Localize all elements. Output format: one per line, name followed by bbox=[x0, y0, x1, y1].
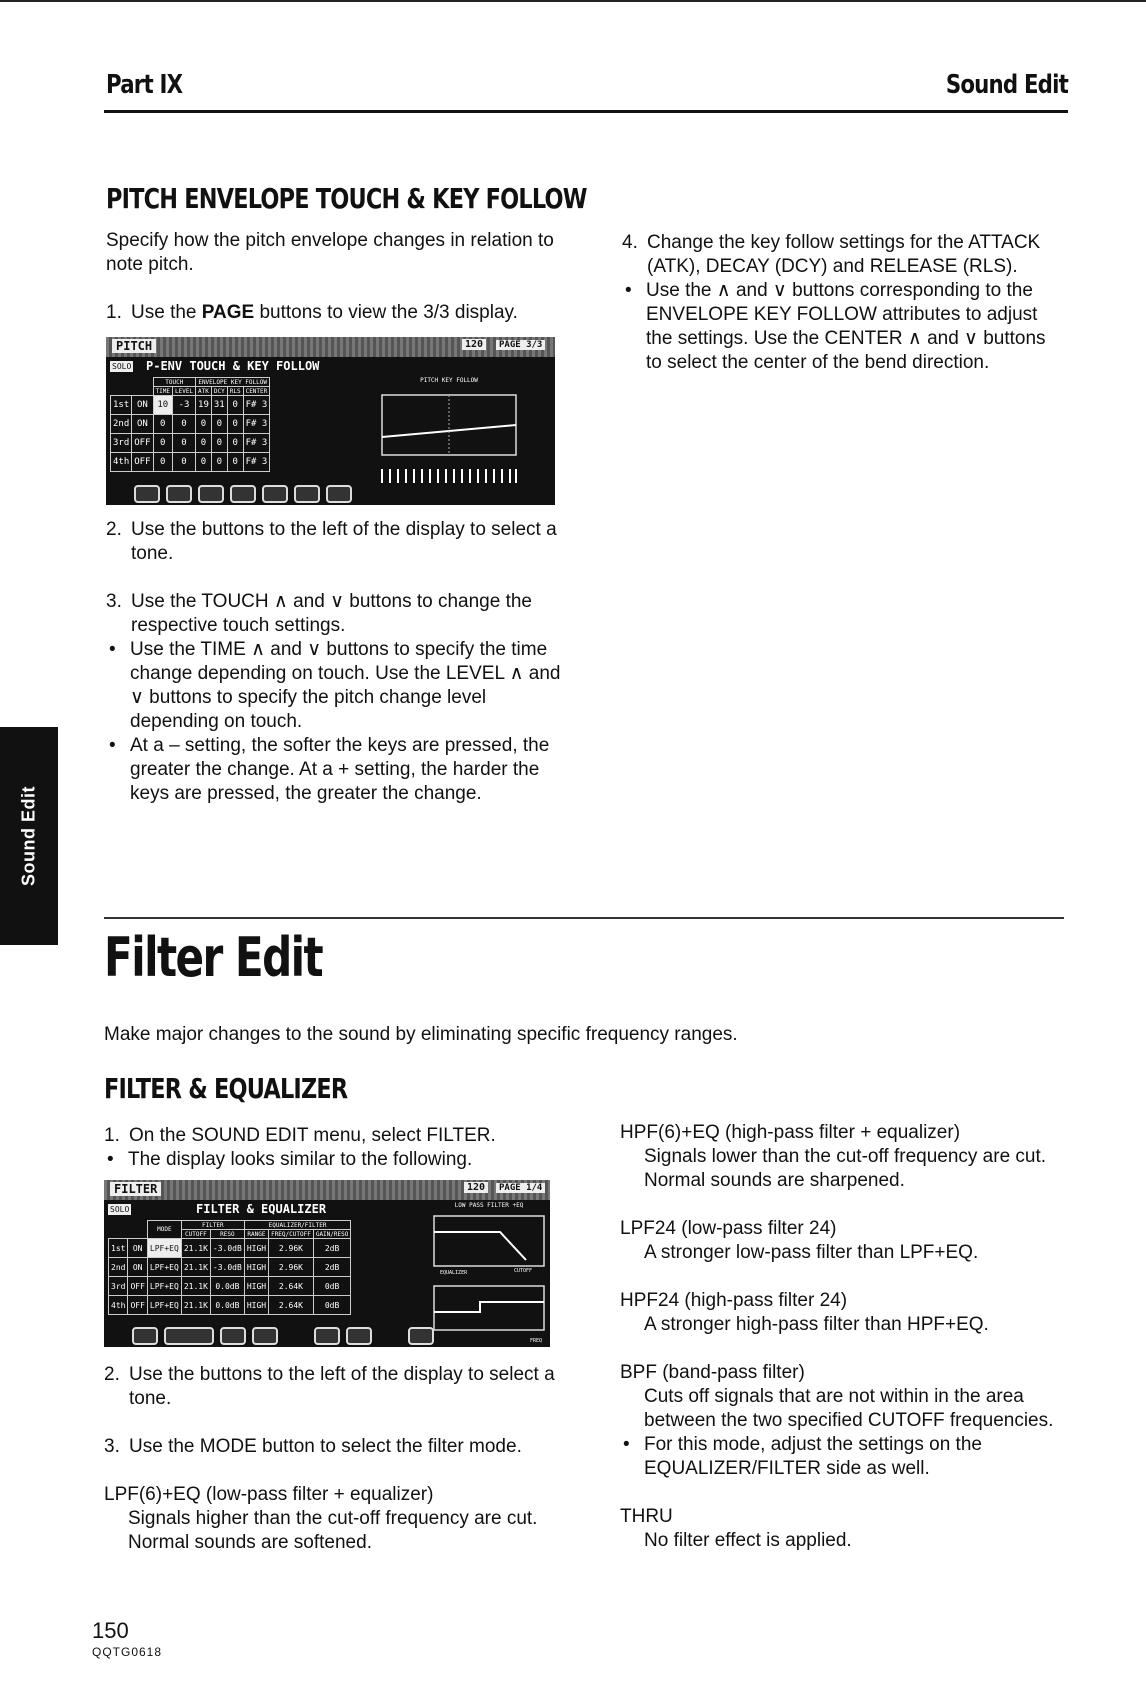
pitch-bullet-3 bbox=[622, 279, 1066, 375]
step-text: Use the buttons to the left of the display to select a tone. bbox=[129, 1364, 555, 1409]
table-row bbox=[111, 453, 270, 472]
cell: 2.64K bbox=[269, 1296, 314, 1315]
pitch-right-column bbox=[622, 231, 1066, 375]
document-code: QQTG0618 bbox=[92, 1645, 163, 1659]
table-row bbox=[111, 415, 270, 434]
filter-right-column bbox=[620, 1121, 1065, 1553]
filter-edit-title: Filter Edit bbox=[104, 926, 323, 989]
col-header-mode: MODE bbox=[147, 1221, 181, 1239]
cell: 0 bbox=[153, 434, 172, 453]
bullet-icon: • bbox=[109, 639, 116, 660]
col-header: FREQ/CUTOFF bbox=[269, 1230, 314, 1239]
col-header: RANGE bbox=[244, 1230, 268, 1239]
cell: 2.64K bbox=[269, 1277, 314, 1296]
filter-step-3 bbox=[104, 1435, 564, 1459]
cell: 21.1K bbox=[181, 1239, 210, 1258]
knob-icon bbox=[314, 1327, 340, 1345]
cell: 0dB bbox=[313, 1277, 351, 1296]
eq-label: EQUALIZER bbox=[440, 1270, 468, 1276]
bullet-text: At a – setting, the softer the keys are pressed, the greater the change. At a + setting, the harder the keys are pressed, the greater the change. bbox=[130, 735, 550, 804]
bullet-icon: • bbox=[107, 1149, 114, 1170]
cell: 0 bbox=[153, 453, 172, 472]
cell: 0 bbox=[172, 434, 195, 453]
cell: 0 bbox=[153, 415, 172, 434]
knob-icon bbox=[166, 485, 192, 503]
side-tab-label: Sound Edit bbox=[18, 786, 39, 886]
cell: LPF+EQ bbox=[147, 1277, 181, 1296]
bullet-icon: • bbox=[625, 280, 632, 301]
pitch-step-4 bbox=[622, 231, 1066, 279]
filter-steps-2-3 bbox=[104, 1363, 564, 1555]
mode-name: HPF(6)+EQ (high-pass filter + equalizer) bbox=[620, 1122, 961, 1143]
lcd-knob-row bbox=[134, 485, 352, 503]
step-text: Use the buttons to the left of the display to select a tone. bbox=[131, 519, 557, 564]
tone-switch: OFF bbox=[128, 1277, 147, 1296]
filter-heading: FILTER & EQUALIZER bbox=[104, 1072, 348, 1105]
pitch-lcd-display bbox=[106, 337, 555, 505]
group-eq: EQUALIZER/FILTER bbox=[244, 1221, 351, 1230]
bullet-text: For this mode, adjust the settings on the EQUALIZER/FILTER side as well. bbox=[644, 1434, 982, 1479]
knob-icon bbox=[132, 1327, 158, 1345]
step-text: On the SOUND EDIT menu, select FILTER. bbox=[129, 1125, 496, 1146]
knob-icon bbox=[262, 485, 288, 503]
bullet-icon: • bbox=[623, 1434, 630, 1455]
tone-label: 4th bbox=[109, 1296, 128, 1315]
table-row bbox=[111, 396, 270, 415]
table-row bbox=[109, 1239, 351, 1258]
tone-switch: ON bbox=[128, 1258, 147, 1277]
knob-icon bbox=[408, 1327, 434, 1345]
cell: 0 bbox=[227, 453, 243, 472]
cell: -3 bbox=[172, 396, 195, 415]
tone-label: 3rd bbox=[111, 434, 132, 453]
solo-badge: SOLO bbox=[110, 1205, 130, 1214]
cell: LPF+EQ bbox=[147, 1258, 181, 1277]
pitch-steps-2-3 bbox=[106, 518, 561, 806]
lcd-title-bar bbox=[106, 337, 555, 357]
lcd-tab: PITCH bbox=[112, 339, 156, 353]
top-border bbox=[0, 0, 1146, 2]
cell: HIGH bbox=[244, 1296, 268, 1315]
cell: F# 3 bbox=[243, 434, 270, 453]
cell: 0 bbox=[196, 415, 212, 434]
step-number: 2. bbox=[104, 1364, 120, 1385]
filter-lcd-display bbox=[104, 1180, 550, 1347]
step-bold: PAGE bbox=[201, 302, 255, 323]
lcd-knob-row bbox=[132, 1327, 434, 1345]
cell: 2.96K bbox=[269, 1239, 314, 1258]
lcd-page: PAGE 3/3 bbox=[496, 340, 545, 350]
lcd-subtitle: P-ENV TOUCH & KEY FOLLOW bbox=[146, 359, 320, 373]
step-text: buttons to view the 3/3 display. bbox=[254, 302, 518, 323]
page-number: 150 bbox=[92, 1618, 129, 1643]
pitch-left-column bbox=[106, 229, 561, 325]
group-key-follow: ENVELOPE KEY FOLLOW bbox=[196, 378, 270, 387]
freq-label: FREQ bbox=[530, 1338, 543, 1344]
bullet-text: Use the ∧ and ∨ buttons corresponding to the ENVELOPE KEY FOLLOW attributes to adjust the settings. Use the CENTER ∧ and ∨ buttons to select the center of the bend direction. bbox=[646, 280, 1046, 373]
knob-icon bbox=[134, 485, 160, 503]
cell: 0 bbox=[172, 415, 195, 434]
tone-switch: ON bbox=[128, 1239, 147, 1258]
bullet-text: The display looks similar to the following. bbox=[128, 1149, 473, 1170]
table-row bbox=[109, 1277, 351, 1296]
step-text: Use the TOUCH ∧ and ∨ buttons to change the respective touch settings. bbox=[131, 591, 533, 636]
header-rule bbox=[104, 110, 1068, 113]
knob-icon bbox=[326, 485, 352, 503]
step-text: Use the bbox=[131, 302, 202, 323]
bullet-text: Use the TIME ∧ and ∨ buttons to specify the time change depending on touch. Use the LEVEL ∧ and ∨ buttons to specify the pitch change level depending on touch. bbox=[130, 639, 561, 732]
col-header: RESO bbox=[210, 1230, 244, 1239]
cell: 0 bbox=[227, 415, 243, 434]
cell: LPF+EQ bbox=[147, 1239, 181, 1258]
group-touch: TOUCH bbox=[153, 378, 196, 387]
lcd-badge: 120 bbox=[464, 1182, 488, 1193]
table-row bbox=[109, 1296, 351, 1315]
tone-label: 1st bbox=[109, 1239, 128, 1258]
step-number: 1. bbox=[104, 1125, 120, 1146]
tone-label: 1st bbox=[111, 396, 132, 415]
step-text: Change the key follow settings for the ATTACK (ATK), DECAY (DCY) and RELEASE (RLS). bbox=[647, 232, 1041, 277]
col-header: RLS bbox=[227, 387, 243, 396]
cell: 0 bbox=[211, 415, 227, 434]
mode-name: BPF (band-pass filter) bbox=[620, 1362, 805, 1383]
pitch-bullet-1 bbox=[106, 638, 561, 734]
group-filter: FILTER bbox=[181, 1221, 244, 1230]
tone-switch: OFF bbox=[132, 453, 153, 472]
cell: 21.1K bbox=[181, 1258, 210, 1277]
pitch-heading: PITCH ENVELOPE TOUCH & KEY FOLLOW bbox=[106, 182, 587, 215]
cell: 21.1K bbox=[181, 1296, 210, 1315]
lcd-badge: 120 bbox=[462, 339, 486, 350]
cell: 2dB bbox=[313, 1239, 351, 1258]
col-header: GAIN/RESO bbox=[313, 1230, 351, 1239]
mode-name: LPF(6)+EQ (low-pass filter + equalizer) bbox=[104, 1484, 434, 1505]
cell: 0 bbox=[211, 434, 227, 453]
cell: F# 3 bbox=[243, 415, 270, 434]
knob-icon bbox=[198, 485, 224, 503]
tone-switch: OFF bbox=[128, 1296, 147, 1315]
pitch-step-2 bbox=[106, 518, 561, 566]
filter-step-1 bbox=[104, 1124, 564, 1148]
cell: LPF+EQ bbox=[147, 1296, 181, 1315]
step-text: Use the MODE button to select the filter mode. bbox=[129, 1436, 522, 1457]
filter-intro: Make major changes to the sound by eliminating specific frequency ranges. bbox=[104, 1024, 738, 1045]
section-rule bbox=[104, 917, 1064, 919]
side-tab bbox=[0, 727, 58, 945]
cell: 31 bbox=[211, 396, 227, 415]
cell: 0 bbox=[196, 434, 212, 453]
tone-label: 3rd bbox=[109, 1277, 128, 1296]
table-row bbox=[109, 1258, 351, 1277]
header-section-title: Sound Edit bbox=[945, 70, 1068, 100]
tone-switch: OFF bbox=[132, 434, 153, 453]
tone-switch: ON bbox=[132, 396, 153, 415]
cell: 0dB bbox=[313, 1296, 351, 1315]
cell: 0 bbox=[227, 434, 243, 453]
filter-bullet-1 bbox=[104, 1148, 564, 1172]
lcd-tab: FILTER bbox=[110, 1182, 161, 1196]
cell: HIGH bbox=[244, 1258, 268, 1277]
step-number: 1. bbox=[106, 302, 122, 323]
knob-icon bbox=[220, 1327, 246, 1345]
knob-icon bbox=[252, 1327, 278, 1345]
knob-icon bbox=[346, 1327, 372, 1345]
graph-label: PITCH KEY FOLLOW bbox=[420, 377, 478, 384]
cutoff-label: CUTOFF bbox=[514, 1268, 533, 1274]
lcd-title-bar bbox=[104, 1180, 550, 1200]
cell: -3.0dB bbox=[210, 1258, 244, 1277]
tone-label: 2nd bbox=[109, 1258, 128, 1277]
mode-desc: No filter effect is applied. bbox=[644, 1530, 852, 1551]
cell: 0 bbox=[211, 453, 227, 472]
mode-desc: Signals lower than the cut-off frequency are cut. Normal sounds are sharpened. bbox=[644, 1146, 1047, 1191]
col-header: TIME bbox=[153, 387, 172, 396]
step-number: 4. bbox=[622, 232, 638, 253]
solo-badge: SOLO bbox=[112, 362, 132, 371]
filter-table bbox=[108, 1220, 351, 1315]
cell: 0 bbox=[172, 453, 195, 472]
pitch-table bbox=[110, 377, 270, 472]
col-header: ATK bbox=[196, 387, 212, 396]
pitch-step-1 bbox=[106, 301, 561, 325]
pitch-intro: Specify how the pitch envelope changes in relation to note pitch. bbox=[106, 230, 554, 275]
cell: 0.0dB bbox=[210, 1296, 244, 1315]
step-number: 3. bbox=[104, 1436, 120, 1457]
mode-desc: Signals higher than the cut-off frequency are cut. Normal sounds are softened. bbox=[128, 1508, 538, 1553]
graph-label: LOW PASS FILTER +EQ bbox=[454, 1202, 524, 1209]
cell: 10 bbox=[153, 396, 172, 415]
col-header: LEVEL bbox=[172, 387, 195, 396]
cell: 2.96K bbox=[269, 1258, 314, 1277]
table-row bbox=[111, 434, 270, 453]
col-header: CENTER bbox=[243, 387, 270, 396]
cell: F# 3 bbox=[243, 453, 270, 472]
bullet-icon: • bbox=[109, 735, 116, 756]
step-number: 2. bbox=[106, 519, 122, 540]
header-part: Part IX bbox=[106, 70, 183, 100]
knob-icon bbox=[294, 485, 320, 503]
mode-name: LPF24 (low-pass filter 24) bbox=[620, 1218, 837, 1239]
cell: 2dB bbox=[313, 1258, 351, 1277]
mode-desc: A stronger low-pass filter than LPF+EQ. bbox=[644, 1242, 979, 1263]
pitch-bullet-2 bbox=[106, 734, 561, 806]
tone-switch: ON bbox=[132, 415, 153, 434]
filter-step-2 bbox=[104, 1363, 564, 1411]
cell: F# 3 bbox=[243, 396, 270, 415]
lcd-page: PAGE 1/4 bbox=[496, 1183, 545, 1193]
cell: 0 bbox=[196, 453, 212, 472]
mode-desc: A stronger high-pass filter than HPF+EQ. bbox=[644, 1314, 989, 1335]
col-header: DCY bbox=[211, 387, 227, 396]
mode-desc: Cuts off signals that are not within in the area between the two specified CUTOFF frequencies. bbox=[644, 1386, 1054, 1431]
cell: 0 bbox=[227, 396, 243, 415]
cell: HIGH bbox=[244, 1239, 268, 1258]
cell: 0.0dB bbox=[210, 1277, 244, 1296]
slider-icon bbox=[164, 1327, 214, 1345]
tone-label: 4th bbox=[111, 453, 132, 472]
lcd-subtitle: FILTER & EQUALIZER bbox=[196, 1202, 327, 1216]
pitch-step-3 bbox=[106, 590, 561, 638]
mode-name: THRU bbox=[620, 1506, 673, 1527]
mode-name: HPF24 (high-pass filter 24) bbox=[620, 1290, 848, 1311]
bpf-bullet bbox=[620, 1433, 1065, 1481]
col-header: CUTOFF bbox=[181, 1230, 210, 1239]
tone-label: 2nd bbox=[111, 415, 132, 434]
step-number: 3. bbox=[106, 591, 122, 612]
pitch-key-follow-graph bbox=[374, 387, 524, 487]
knob-icon bbox=[230, 485, 256, 503]
cell: HIGH bbox=[244, 1277, 268, 1296]
cell: 19 bbox=[196, 396, 212, 415]
cell: -3.0dB bbox=[210, 1239, 244, 1258]
cell: 21.1K bbox=[181, 1277, 210, 1296]
filter-left-column bbox=[104, 1124, 564, 1172]
